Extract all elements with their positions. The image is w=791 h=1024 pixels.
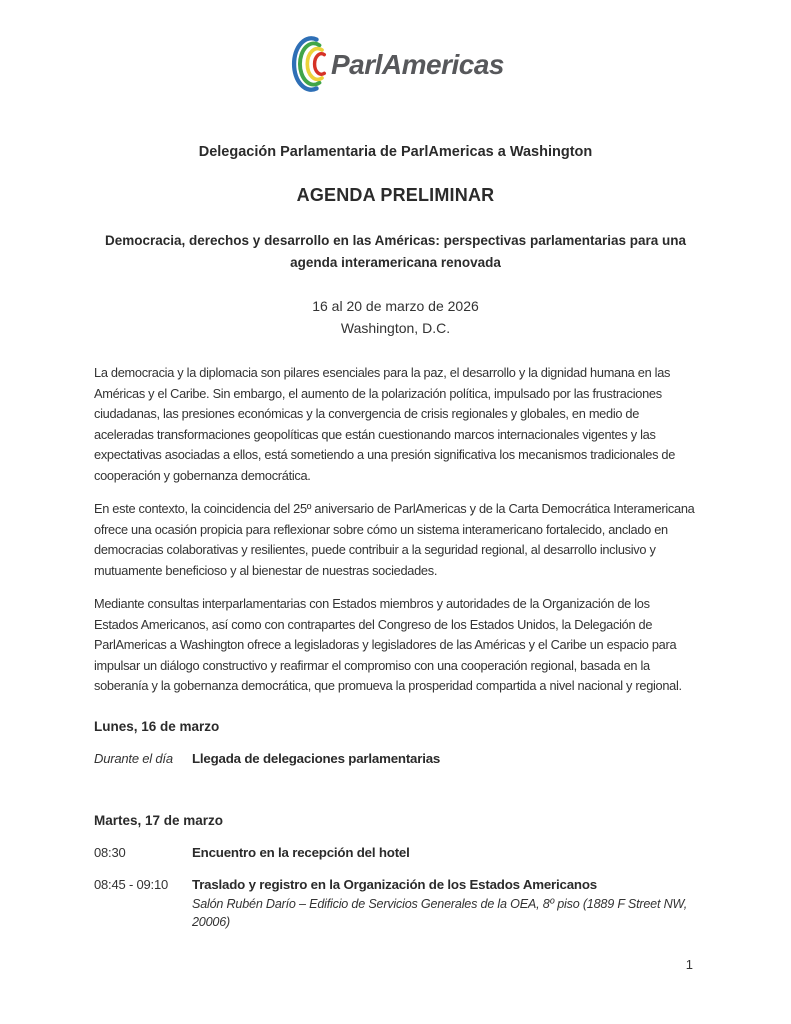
document-theme: Democracia, derechos y desarrollo en las Américas: perspectivas parlamentarias para una agenda interamericana renovada	[104, 233, 687, 270]
document-subtitle: Delegación Parlamentaria de ParlAmericas a Washington	[198, 144, 593, 160]
parlamericas-logo-text: ParlAmericas	[330, 49, 504, 80]
event-dates: 16 al 20 de marzo de 2026	[312, 298, 479, 314]
day-header-martes: Martes, 17 de marzo	[94, 812, 224, 828]
schedule-title: Encuentro en la recepción del hotel	[192, 844, 410, 860]
schedule-title: Traslado y registro en la Organización de los Estados Americanos	[192, 876, 597, 892]
schedule-time: 08:30	[94, 844, 126, 860]
schedule-row	[94, 751, 697, 766]
intro-paragraph-3: Mediante consultas interparlamentarias con Estados miembros y autoridades de la Organización de los Estados Americanos, así como con contrapartes del Congreso de los Estados Unidos, la Delegación de ParlAmericas a Washington ofrece a legisladoras y legisladores de las Américas y el Caribe un espacio para impulsar un diálogo constructivo y reafirmar el compromiso con una cooperación regional, basada en la soberanía y la gobernanza democrática, que promueva la prosperidad compartida a nivel nacional y regional.	[94, 596, 682, 693]
schedule-venue: Salón Rubén Darío – Edificio de Servicios Generales de la OEA, 8º piso (1889 F Street NW, 20006)	[192, 896, 688, 929]
schedule-title: Llegada de delegaciones parlamentarias	[192, 750, 441, 766]
day-header-lunes: Lunes, 16 de marzo	[94, 718, 220, 734]
parlamericas-logo	[0, 0, 791, 100]
intro-paragraph-2: En este contexto, la coincidencia del 25º aniversario de ParlAmericas y de la Carta Democrática Interamericana ofrece una ocasión propicia para reflexionar sobre cómo un sistema interamericano fortalecido, anclado en democracias colaborativas y resilientes, puede contribuir a la seguridad regional, al desarrollo inclusivo y mutuamente beneficioso y al bienestar de nuestras sociedades.	[94, 501, 695, 578]
schedule-row	[94, 845, 697, 860]
schedule-time: 08:45 - 09:10	[94, 876, 169, 892]
schedule-row	[94, 877, 697, 931]
schedule-time: Durante el día	[94, 750, 173, 766]
document-title: AGENDA PRELIMINAR	[296, 185, 495, 205]
page-number: 1	[685, 957, 693, 972]
document-body	[0, 363, 791, 931]
event-location: Washington, D.C.	[340, 320, 451, 336]
intro-paragraph-1: La democracia y la diplomacia son pilares esenciales para la paz, el desarrollo y la dignidad humana en las Américas y el Caribe. Sin embargo, el aumento de la polarización política, impulsado por las frustraciones ciudadanas, las presiones económicas y la convergencia de crisis regionales y globales, en medio de aceleradas transformaciones geopolíticas que están cuestionando marcos internacionales vigentes y las expectativas asociadas a ellos, está sometiendo a una presión significativa los mecanismos tradicionales de cooperación y gobernanza democrática.	[94, 365, 676, 483]
parlamericas-logo-arcs-icon	[287, 31, 335, 97]
